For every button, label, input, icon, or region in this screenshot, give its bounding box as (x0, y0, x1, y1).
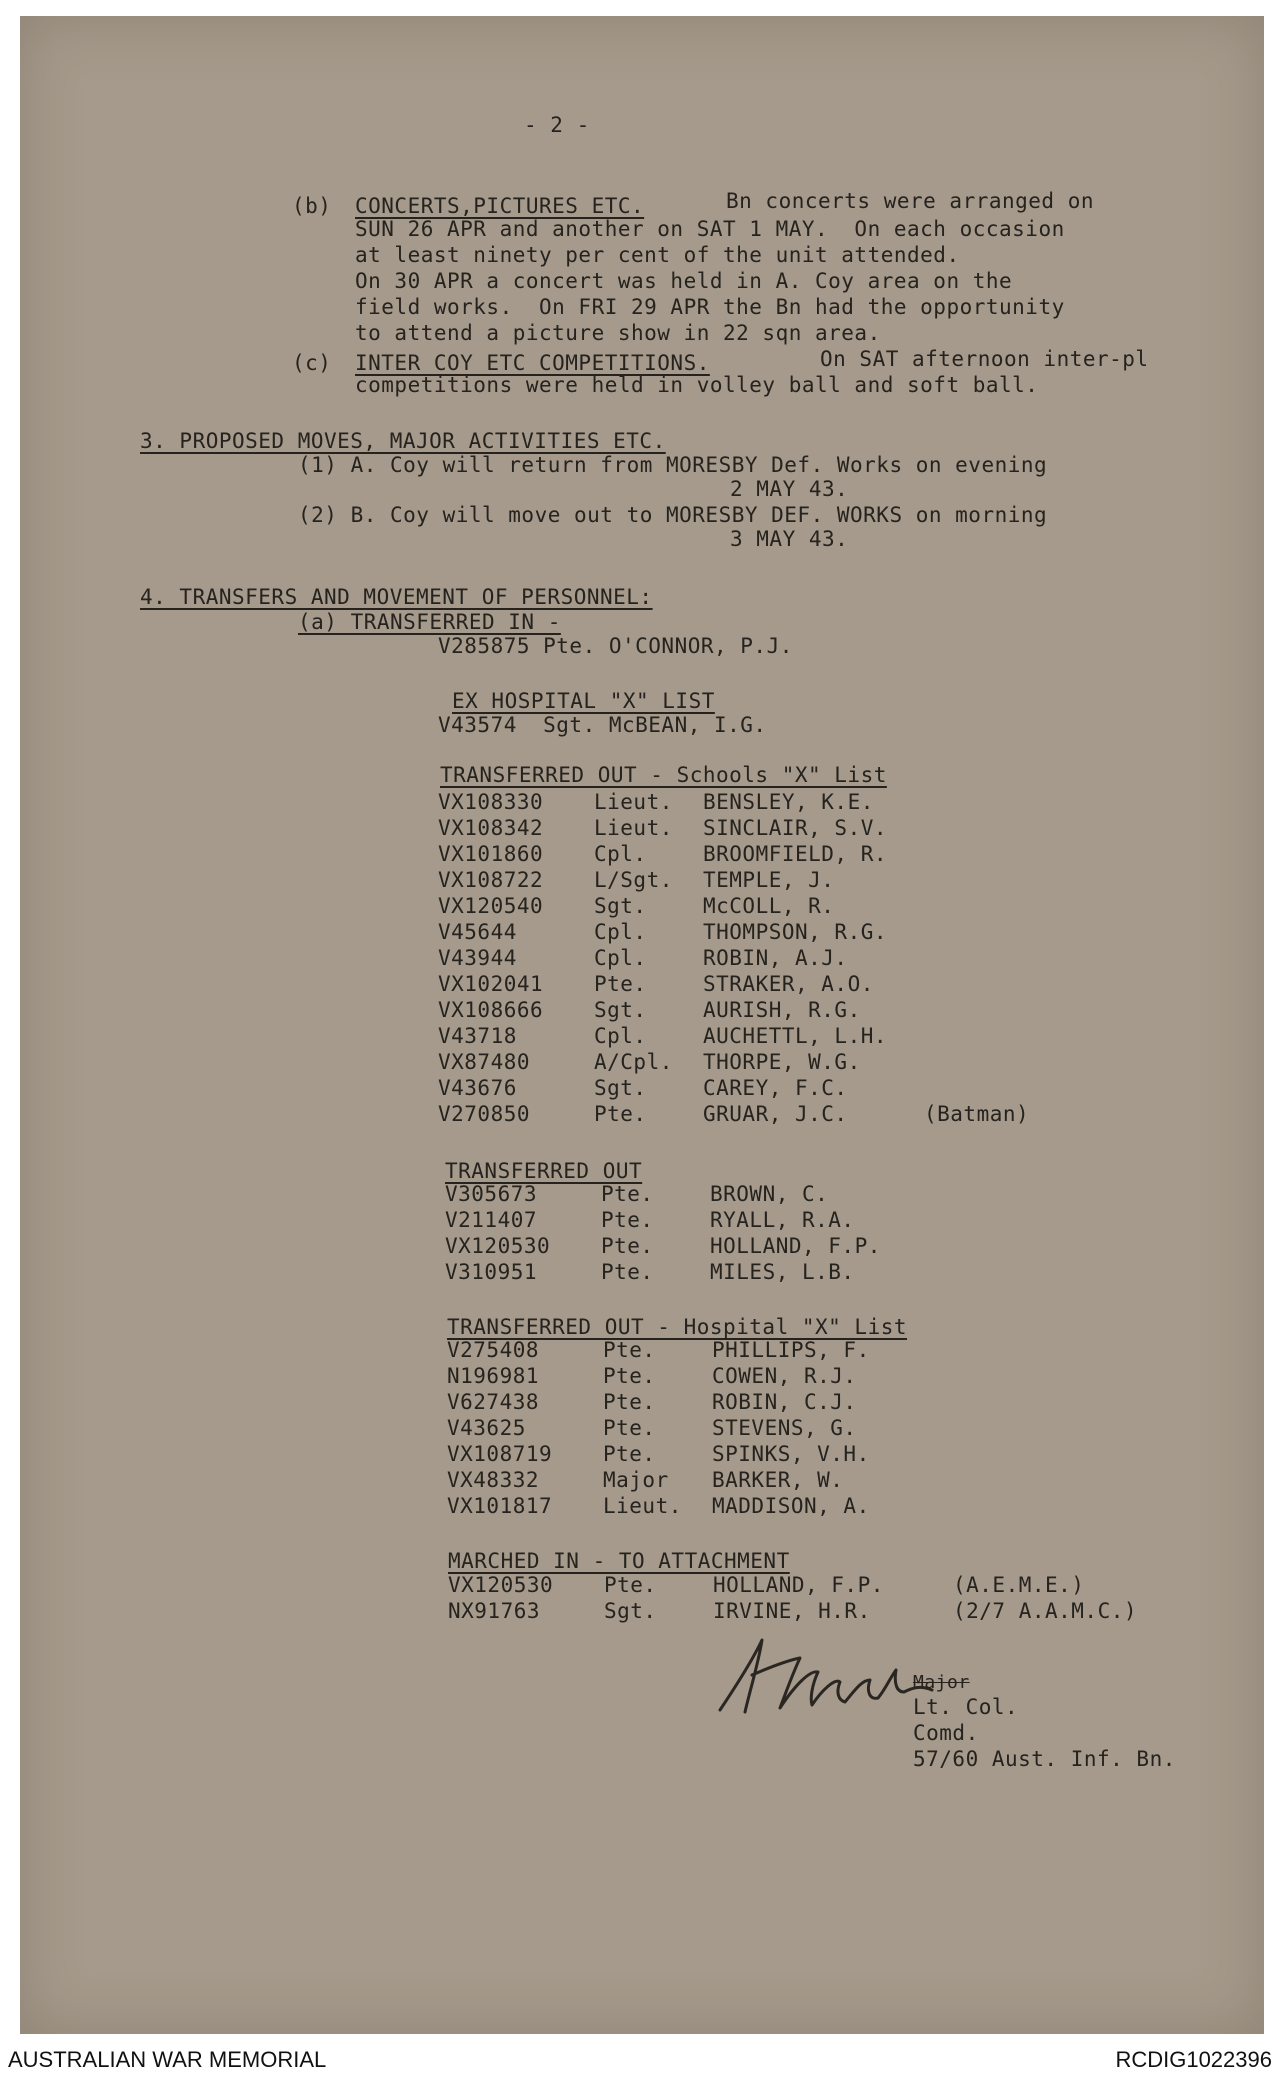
service-number: V305673 (445, 1182, 538, 1206)
concerts-label: (b) (292, 194, 332, 218)
soldier-name: RYALL, R.A. (710, 1208, 855, 1232)
concerts-line-1: Bn concerts were arranged on (726, 189, 1095, 213)
personnel-row (447, 1337, 1167, 1363)
rank: Pte. (603, 1338, 656, 1362)
footer-record-id: RCDIG1022396 (1115, 2047, 1272, 2072)
personnel-row (447, 1493, 1167, 1519)
service-number: V275408 (447, 1338, 540, 1362)
rank: Major (603, 1468, 669, 1492)
rank: Pte. (604, 1573, 657, 1597)
service-number: VX102041 (438, 972, 544, 996)
rank: Pte. (601, 1234, 654, 1258)
rank: Pte. (594, 972, 647, 996)
rank: Sgt. (604, 1599, 657, 1623)
soldier-name: STRAKER, A.O. (703, 972, 874, 996)
page-number: - 2 - (524, 113, 590, 137)
signatory-unit: 57/60 Aust. Inf. Bn. (913, 1747, 1176, 1771)
service-number: VX120530 (448, 1573, 554, 1597)
concerts-line-4: On 30 APR a concert was held in A. Coy area on the (355, 269, 1013, 293)
soldier-name: COWEN, R.J. (712, 1364, 857, 1388)
footer-archive-name: AUSTRALIAN WAR MEMORIAL (8, 2047, 327, 2072)
soldier-name: AURISH, R.G. (703, 998, 861, 1022)
service-number: V43944 (438, 946, 517, 970)
rank: Cpl. (594, 946, 647, 970)
hospital-x-list-heading: TRANSFERRED OUT - Hospital "X" List (447, 1315, 908, 1339)
service-number: V43718 (438, 1024, 517, 1048)
rank: A/Cpl. (594, 1050, 673, 1074)
section-3-item-2: (2) B. Coy will move out to MORESBY DEF. WORKS on morning (298, 503, 1048, 527)
schools-x-list-heading: TRANSFERRED OUT - Schools "X" List (440, 763, 887, 787)
soldier-name: IRVINE, H.R. (713, 1599, 871, 1623)
competitions-line-1: On SAT afternoon inter-pl (820, 347, 1149, 371)
service-number: VX108719 (447, 1442, 553, 1466)
service-number: V211407 (445, 1208, 538, 1232)
rank: Sgt. (594, 1076, 647, 1100)
service-number: VX101860 (438, 842, 544, 866)
rank: Lieut. (594, 816, 673, 840)
personnel-row (438, 841, 1158, 867)
section-4-heading: 4. TRANSFERS AND MOVEMENT OF PERSONNEL: (140, 585, 653, 609)
soldier-name: THOMPSON, R.G. (703, 920, 888, 944)
soldier-name: PHILLIPS, F. (712, 1338, 870, 1362)
soldier-name: ROBIN, A.J. (703, 946, 848, 970)
soldier-name: BARKER, W. (712, 1468, 844, 1492)
soldier-name: GRUAR, J.C. (703, 1102, 848, 1126)
service-number: V45644 (438, 920, 517, 944)
personnel-row (438, 1023, 1158, 1049)
soldier-name: HOLLAND, F.P. (713, 1573, 884, 1597)
service-number: V627438 (447, 1390, 540, 1414)
competitions-heading: INTER COY ETC COMPETITIONS. (355, 351, 710, 375)
rank: Pte. (603, 1390, 656, 1414)
transferred-out-heading: TRANSFERRED OUT (445, 1159, 643, 1183)
ex-hospital-entry: V43574 Sgt. McBEAN, I.G. (438, 713, 767, 737)
personnel-row (448, 1572, 1168, 1598)
competitions-line-2: competitions were held in volley ball and soft ball. (355, 373, 1039, 397)
section-3-item-2-date: 3 MAY 43. (730, 527, 849, 551)
personnel-row (445, 1207, 1165, 1233)
rank: Pte. (601, 1182, 654, 1206)
concerts-line-5: field works. On FRI 29 APR the Bn had the opportunity (355, 295, 1065, 319)
service-number: V43676 (438, 1076, 517, 1100)
signatory-rank: Lt. Col. (913, 1695, 1019, 1719)
rank: Sgt. (594, 894, 647, 918)
ex-hospital-heading: EX HOSPITAL "X" LIST (452, 689, 715, 713)
rank: Cpl. (594, 842, 647, 866)
personnel-row (438, 1049, 1158, 1075)
rank: Pte. (603, 1416, 656, 1440)
soldier-name: SINCLAIR, S.V. (703, 816, 888, 840)
soldier-name: TEMPLE, J. (703, 868, 835, 892)
personnel-row (438, 971, 1158, 997)
service-number: VX108342 (438, 816, 544, 840)
personnel-row (438, 997, 1158, 1023)
personnel-row (438, 867, 1158, 893)
soldier-name: SPINKS, V.H. (712, 1442, 870, 1466)
personnel-row (438, 945, 1158, 971)
soldier-name: McCOLL, R. (703, 894, 835, 918)
service-number: VX108722 (438, 868, 544, 892)
concerts-line-6: to attend a picture show in 22 sqn area. (355, 321, 881, 345)
personnel-row (447, 1441, 1167, 1467)
soldier-name: BROOMFIELD, R. (703, 842, 888, 866)
service-number: VX108330 (438, 790, 544, 814)
rank: L/Sgt. (594, 868, 673, 892)
personnel-row (447, 1389, 1167, 1415)
transferred-in-heading: (a) TRANSFERRED IN - (298, 610, 561, 634)
concerts-heading: CONCERTS,PICTURES ETC. (355, 194, 645, 218)
section-3-item-1: (1) A. Coy will return from MORESBY Def. Works on evening (298, 453, 1048, 477)
rank: Lieut. (594, 790, 673, 814)
personnel-row (447, 1363, 1167, 1389)
personnel-row (438, 815, 1158, 841)
soldier-name: BENSLEY, K.E. (703, 790, 874, 814)
personnel-row (438, 1101, 1158, 1127)
section-3-heading: 3. PROPOSED MOVES, MAJOR ACTIVITIES ETC. (140, 429, 666, 453)
personnel-row (438, 893, 1158, 919)
personnel-row (438, 919, 1158, 945)
rank: Pte. (601, 1260, 654, 1284)
service-number: VX87480 (438, 1050, 531, 1074)
soldier-name: BROWN, C. (710, 1182, 829, 1206)
service-number: V310951 (445, 1260, 538, 1284)
rank: Pte. (594, 1102, 647, 1126)
personnel-row (438, 1075, 1158, 1101)
service-number: VX48332 (447, 1468, 540, 1492)
soldier-name: CAREY, F.C. (703, 1076, 848, 1100)
remark: (2/7 A.A.M.C.) (953, 1599, 1138, 1623)
soldier-name: MILES, L.B. (710, 1260, 855, 1284)
remark: (A.E.M.E.) (953, 1573, 1085, 1597)
personnel-row (445, 1259, 1165, 1285)
personnel-row (447, 1467, 1167, 1493)
soldier-name: ROBIN, C.J. (712, 1390, 857, 1414)
service-number: VX120540 (438, 894, 544, 918)
service-number: NX91763 (448, 1599, 541, 1623)
struck-rank: Major (913, 1672, 970, 1693)
rank: Lieut. (603, 1494, 682, 1518)
service-number: VX108666 (438, 998, 544, 1022)
soldier-name: THORPE, W.G. (703, 1050, 861, 1074)
personnel-row (445, 1233, 1165, 1259)
soldier-name: HOLLAND, F.P. (710, 1234, 881, 1258)
concerts-line-3: at least ninety per cent of the unit attended. (355, 243, 960, 267)
soldier-name: AUCHETTL, L.H. (703, 1024, 888, 1048)
personnel-row (447, 1415, 1167, 1441)
service-number: VX101817 (447, 1494, 553, 1518)
section-3-item-1-date: 2 MAY 43. (730, 477, 849, 501)
service-number: VX120530 (445, 1234, 551, 1258)
soldier-name: MADDISON, A. (712, 1494, 870, 1518)
competitions-label: (c) (292, 351, 332, 375)
rank: Sgt. (594, 998, 647, 1022)
signatory-role: Comd. (913, 1721, 979, 1745)
concerts-line-2: SUN 26 APR and another on SAT 1 MAY. On each occasion (355, 217, 1065, 241)
service-number: N196981 (447, 1364, 540, 1388)
personnel-row (445, 1181, 1165, 1207)
rank: Pte. (601, 1208, 654, 1232)
rank: Pte. (603, 1364, 656, 1388)
service-number: V270850 (438, 1102, 531, 1126)
rank: Cpl. (594, 920, 647, 944)
transferred-in-entry: V285875 Pte. O'CONNOR, P.J. (438, 634, 793, 658)
rank: Cpl. (594, 1024, 647, 1048)
marched-in-heading: MARCHED IN - TO ATTACHMENT (448, 1549, 790, 1573)
rank: Pte. (603, 1442, 656, 1466)
service-number: V43625 (447, 1416, 526, 1440)
remark: (Batman) (924, 1102, 1030, 1126)
soldier-name: STEVENS, G. (712, 1416, 857, 1440)
personnel-row (438, 789, 1158, 815)
